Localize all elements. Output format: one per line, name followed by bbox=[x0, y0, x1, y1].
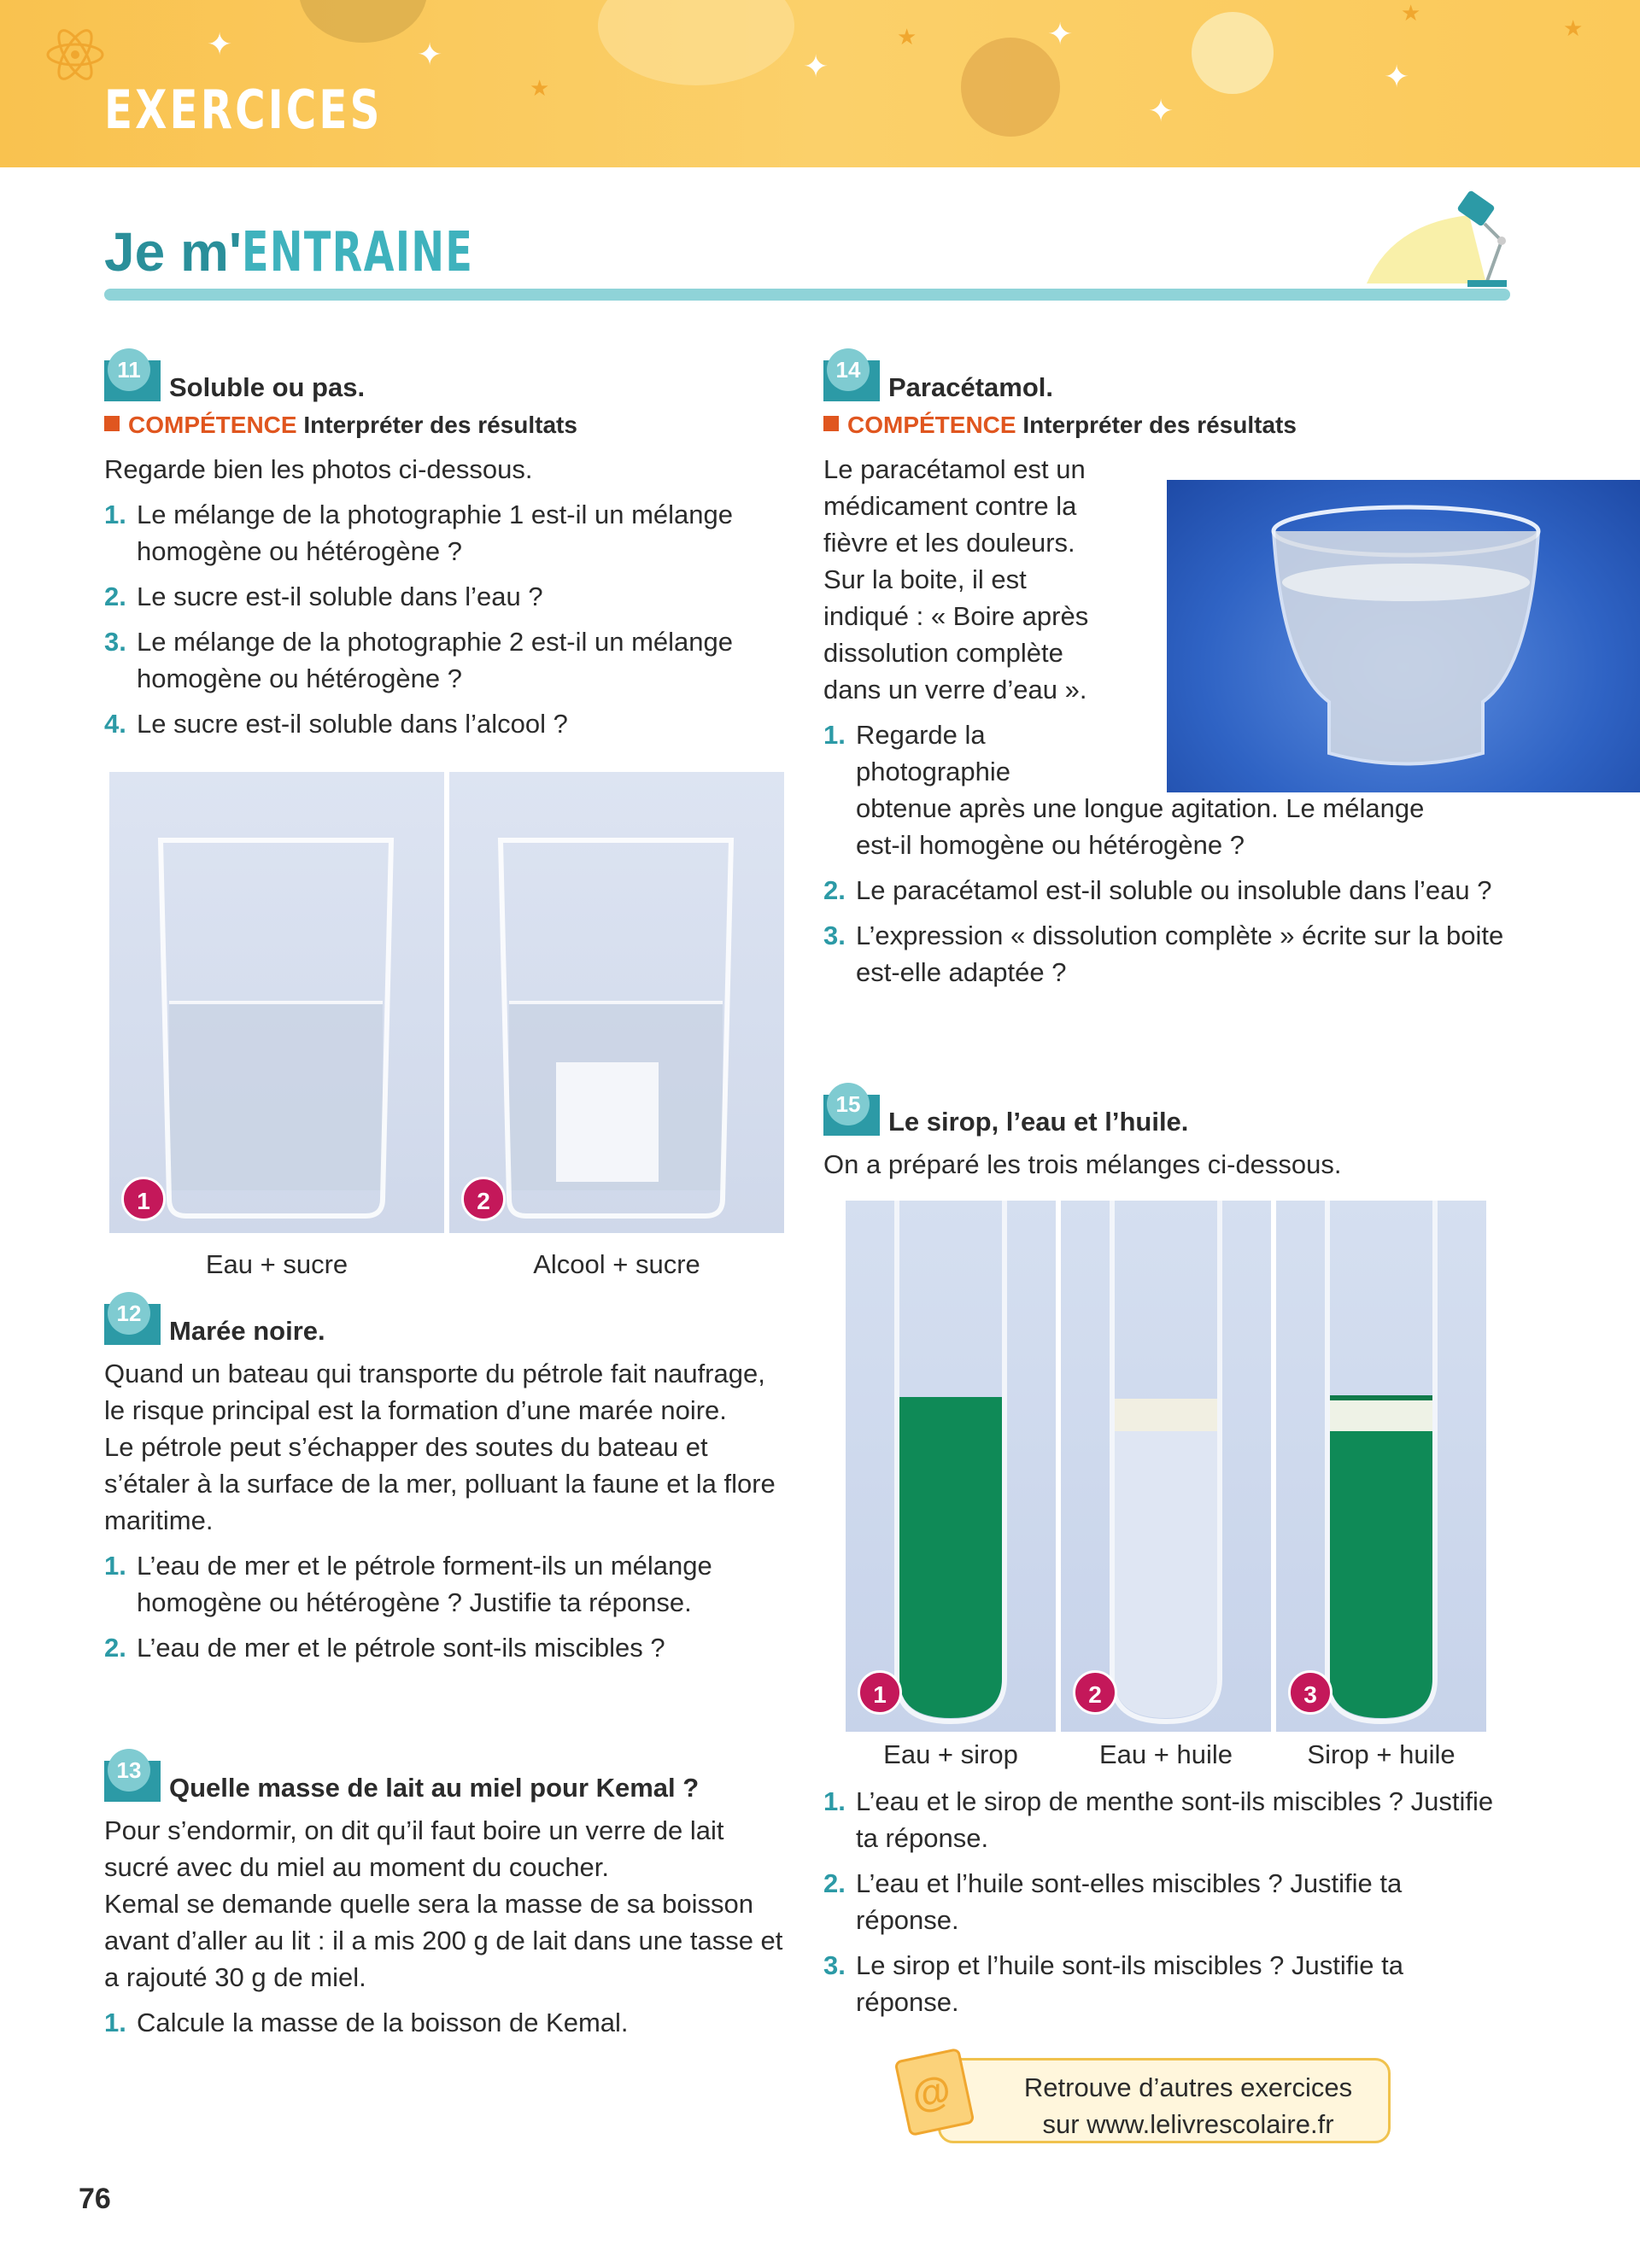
exercise-intro: On a préparé les trois mélanges ci-dessous. bbox=[823, 1149, 1342, 1179]
more-exercises-link[interactable]: sur www.lelivrescolaire.fr bbox=[1042, 2109, 1334, 2139]
exercise-13 bbox=[104, 1742, 788, 2041]
page-number: 76 bbox=[79, 2183, 111, 2215]
exercise-number-badge: 12 bbox=[104, 1292, 161, 1345]
star-icon: ★ bbox=[530, 75, 550, 101]
exercise-title: Soluble ou pas. bbox=[169, 372, 366, 402]
question-item: 1. L’eau de mer et le pétrole forment-ils un mélange homogène ou hétérogène ? Justifie ta réponse. bbox=[104, 1551, 712, 1617]
photo-number-badge: 2 bbox=[461, 1177, 506, 1221]
photo-number-badge: 1 bbox=[121, 1177, 166, 1221]
photo-caption: Eau + huile bbox=[1099, 1739, 1233, 1769]
banner-title: EXERCICES bbox=[104, 79, 383, 141]
exercise-title: Quelle masse de lait au miel pour Kemal ? bbox=[169, 1773, 700, 1803]
planet-icon bbox=[961, 38, 1060, 137]
competence-line: COMPÉTENCE Interpréter des résultats bbox=[823, 412, 1507, 439]
exercise-title: Marée noire. bbox=[169, 1316, 325, 1346]
competence-line: COMPÉTENCE Interpréter des résultats bbox=[104, 412, 788, 439]
exercise-number-badge: 13 bbox=[104, 1749, 161, 1802]
photo-caption: Eau + sucre bbox=[205, 1249, 348, 1279]
exercise-15 bbox=[823, 1076, 1507, 1183]
test-tube-photo-3 bbox=[1276, 1201, 1486, 1732]
exercise-title: Paracétamol. bbox=[888, 372, 1053, 402]
question-item: 2. Le paracétamol est-il soluble ou insoluble dans l’eau ? bbox=[823, 875, 1492, 905]
exercise-intro: Regarde bien les photos ci-dessous. bbox=[104, 454, 533, 484]
exercise-number-badge: 15 bbox=[823, 1083, 880, 1136]
question-item: 2. Le sucre est-il soluble dans l’eau ? bbox=[104, 582, 543, 611]
question-item: 2. L’eau et l’huile sont-elles miscibles ? Justifie ta réponse. bbox=[823, 1868, 1403, 1935]
photo-caption: Sirop + huile bbox=[1307, 1739, 1456, 1769]
exercise-number-badge: 11 bbox=[104, 348, 161, 401]
question-item: 1. L’eau et le sirop de menthe sont-ils miscibles ? Justifie ta réponse. bbox=[823, 1786, 1494, 1853]
exercise-paragraph: Kemal se demande quelle sera la masse de sa boisson avant d’aller au lit : il a mis 200 g de lait dans une tasse et a rajouté 30 g de miel. bbox=[104, 1889, 783, 1992]
more-exercises-box[interactable] bbox=[907, 2058, 1391, 2143]
beaker-photo-1 bbox=[109, 772, 444, 1233]
star-icon: ✦ bbox=[1047, 16, 1074, 51]
header-banner bbox=[0, 0, 1640, 167]
test-tube-photo-2 bbox=[1061, 1201, 1271, 1732]
exercise-12 bbox=[104, 1285, 788, 1666]
photo-number-badge: 1 bbox=[858, 1670, 902, 1715]
question-list bbox=[104, 496, 788, 742]
question-item: 2. L’eau de mer et le pétrole sont-ils miscibles ? bbox=[104, 1633, 665, 1663]
planet-icon bbox=[299, 0, 427, 43]
glass-photo bbox=[1167, 480, 1640, 792]
photo-number-badge: 2 bbox=[1073, 1670, 1117, 1715]
star-icon: ✦ bbox=[207, 26, 233, 61]
question-list bbox=[823, 1783, 1507, 2020]
exercise-14-header bbox=[823, 342, 1507, 406]
photo-caption: Eau + sirop bbox=[883, 1739, 1018, 1769]
star-icon: ✦ bbox=[1148, 93, 1174, 128]
exercise-15-questions bbox=[823, 1783, 1507, 2020]
question-item: 1. Le mélange de la photographie 1 est-il un mélange homogène ou hétérogène ? bbox=[104, 500, 733, 566]
exercise-13-header bbox=[104, 1742, 788, 1807]
test-tube-photo-1 bbox=[846, 1201, 1056, 1732]
star-icon: ★ bbox=[1401, 0, 1421, 26]
exercise-title: Le sirop, l’eau et l’huile. bbox=[888, 1107, 1189, 1137]
question-item: 3. Le mélange de la photographie 2 est-il un mélange homogène ou hétérogène ? bbox=[104, 627, 733, 693]
star-icon: ✦ bbox=[417, 37, 443, 72]
star-icon: ★ bbox=[1563, 15, 1584, 41]
exercise-number-badge: 14 bbox=[823, 348, 880, 401]
star-icon: ★ bbox=[897, 24, 917, 50]
exercise-15-header bbox=[823, 1076, 1507, 1141]
exercise-11-header bbox=[104, 342, 788, 406]
question-item: 3. L’expression « dissolution complète » écrite sur la boite est-elle adaptée ? bbox=[823, 921, 1504, 987]
title-divider bbox=[104, 289, 1510, 301]
desk-lamp-icon bbox=[1358, 190, 1520, 292]
at-icon: @ bbox=[893, 2048, 975, 2136]
photo-caption: Alcool + sucre bbox=[533, 1249, 700, 1279]
photo-number-badge: 3 bbox=[1288, 1670, 1332, 1715]
exercise-paragraph: Pour s’endormir, on dit qu’il faut boire un verre de lait sucré avec du miel au moment du coucher. bbox=[104, 1815, 724, 1882]
beaker-photo-2 bbox=[449, 772, 784, 1233]
question-item: 4. Le sucre est-il soluble dans l’alcool ? bbox=[104, 709, 568, 739]
atom-icon bbox=[41, 20, 109, 89]
exercise-12-header bbox=[104, 1285, 788, 1350]
planet-icon bbox=[598, 0, 794, 85]
star-icon: ✦ bbox=[803, 49, 829, 84]
question-item: 1. Calcule la masse de la boisson de Kemal. bbox=[104, 2008, 629, 2037]
more-exercises-line1: Retrouve d’autres exercices bbox=[1023, 2072, 1353, 2102]
question-item: 1. Regarde la photographie obtenue après une longue agitation. Le mélange est-il homogène ou hétérogène ? bbox=[823, 720, 1425, 860]
question-list bbox=[104, 2004, 788, 2041]
exercise-paragraph: Quand un bateau qui transporte du pétrole fait naufrage, le risque principal est la formation d’une marée noire. bbox=[104, 1359, 765, 1425]
star-icon: ✦ bbox=[1384, 59, 1410, 94]
section-title-accent: ENTRAINE bbox=[242, 221, 474, 284]
section-title bbox=[104, 220, 564, 284]
planet-icon bbox=[1192, 12, 1274, 94]
left-column bbox=[104, 342, 788, 742]
section-title-prefix: Je m' bbox=[104, 221, 243, 283]
question-item: 3. Le sirop et l’huile sont-ils miscibles ? Justifie ta réponse. bbox=[823, 1950, 1403, 2017]
question-list bbox=[104, 1547, 788, 1666]
exercise-paragraph: Le pétrole peut s’échapper des soutes du bateau et s’étaler à la surface de la mer, polluant la faune et la flore maritime. bbox=[104, 1432, 776, 1535]
exercise-intro: Le paracétamol est un médicament contre la fièvre et les douleurs. Sur la boite, il est indiqué : « Boire après dissolution complète dans un verre d’eau ». bbox=[823, 454, 1089, 704]
